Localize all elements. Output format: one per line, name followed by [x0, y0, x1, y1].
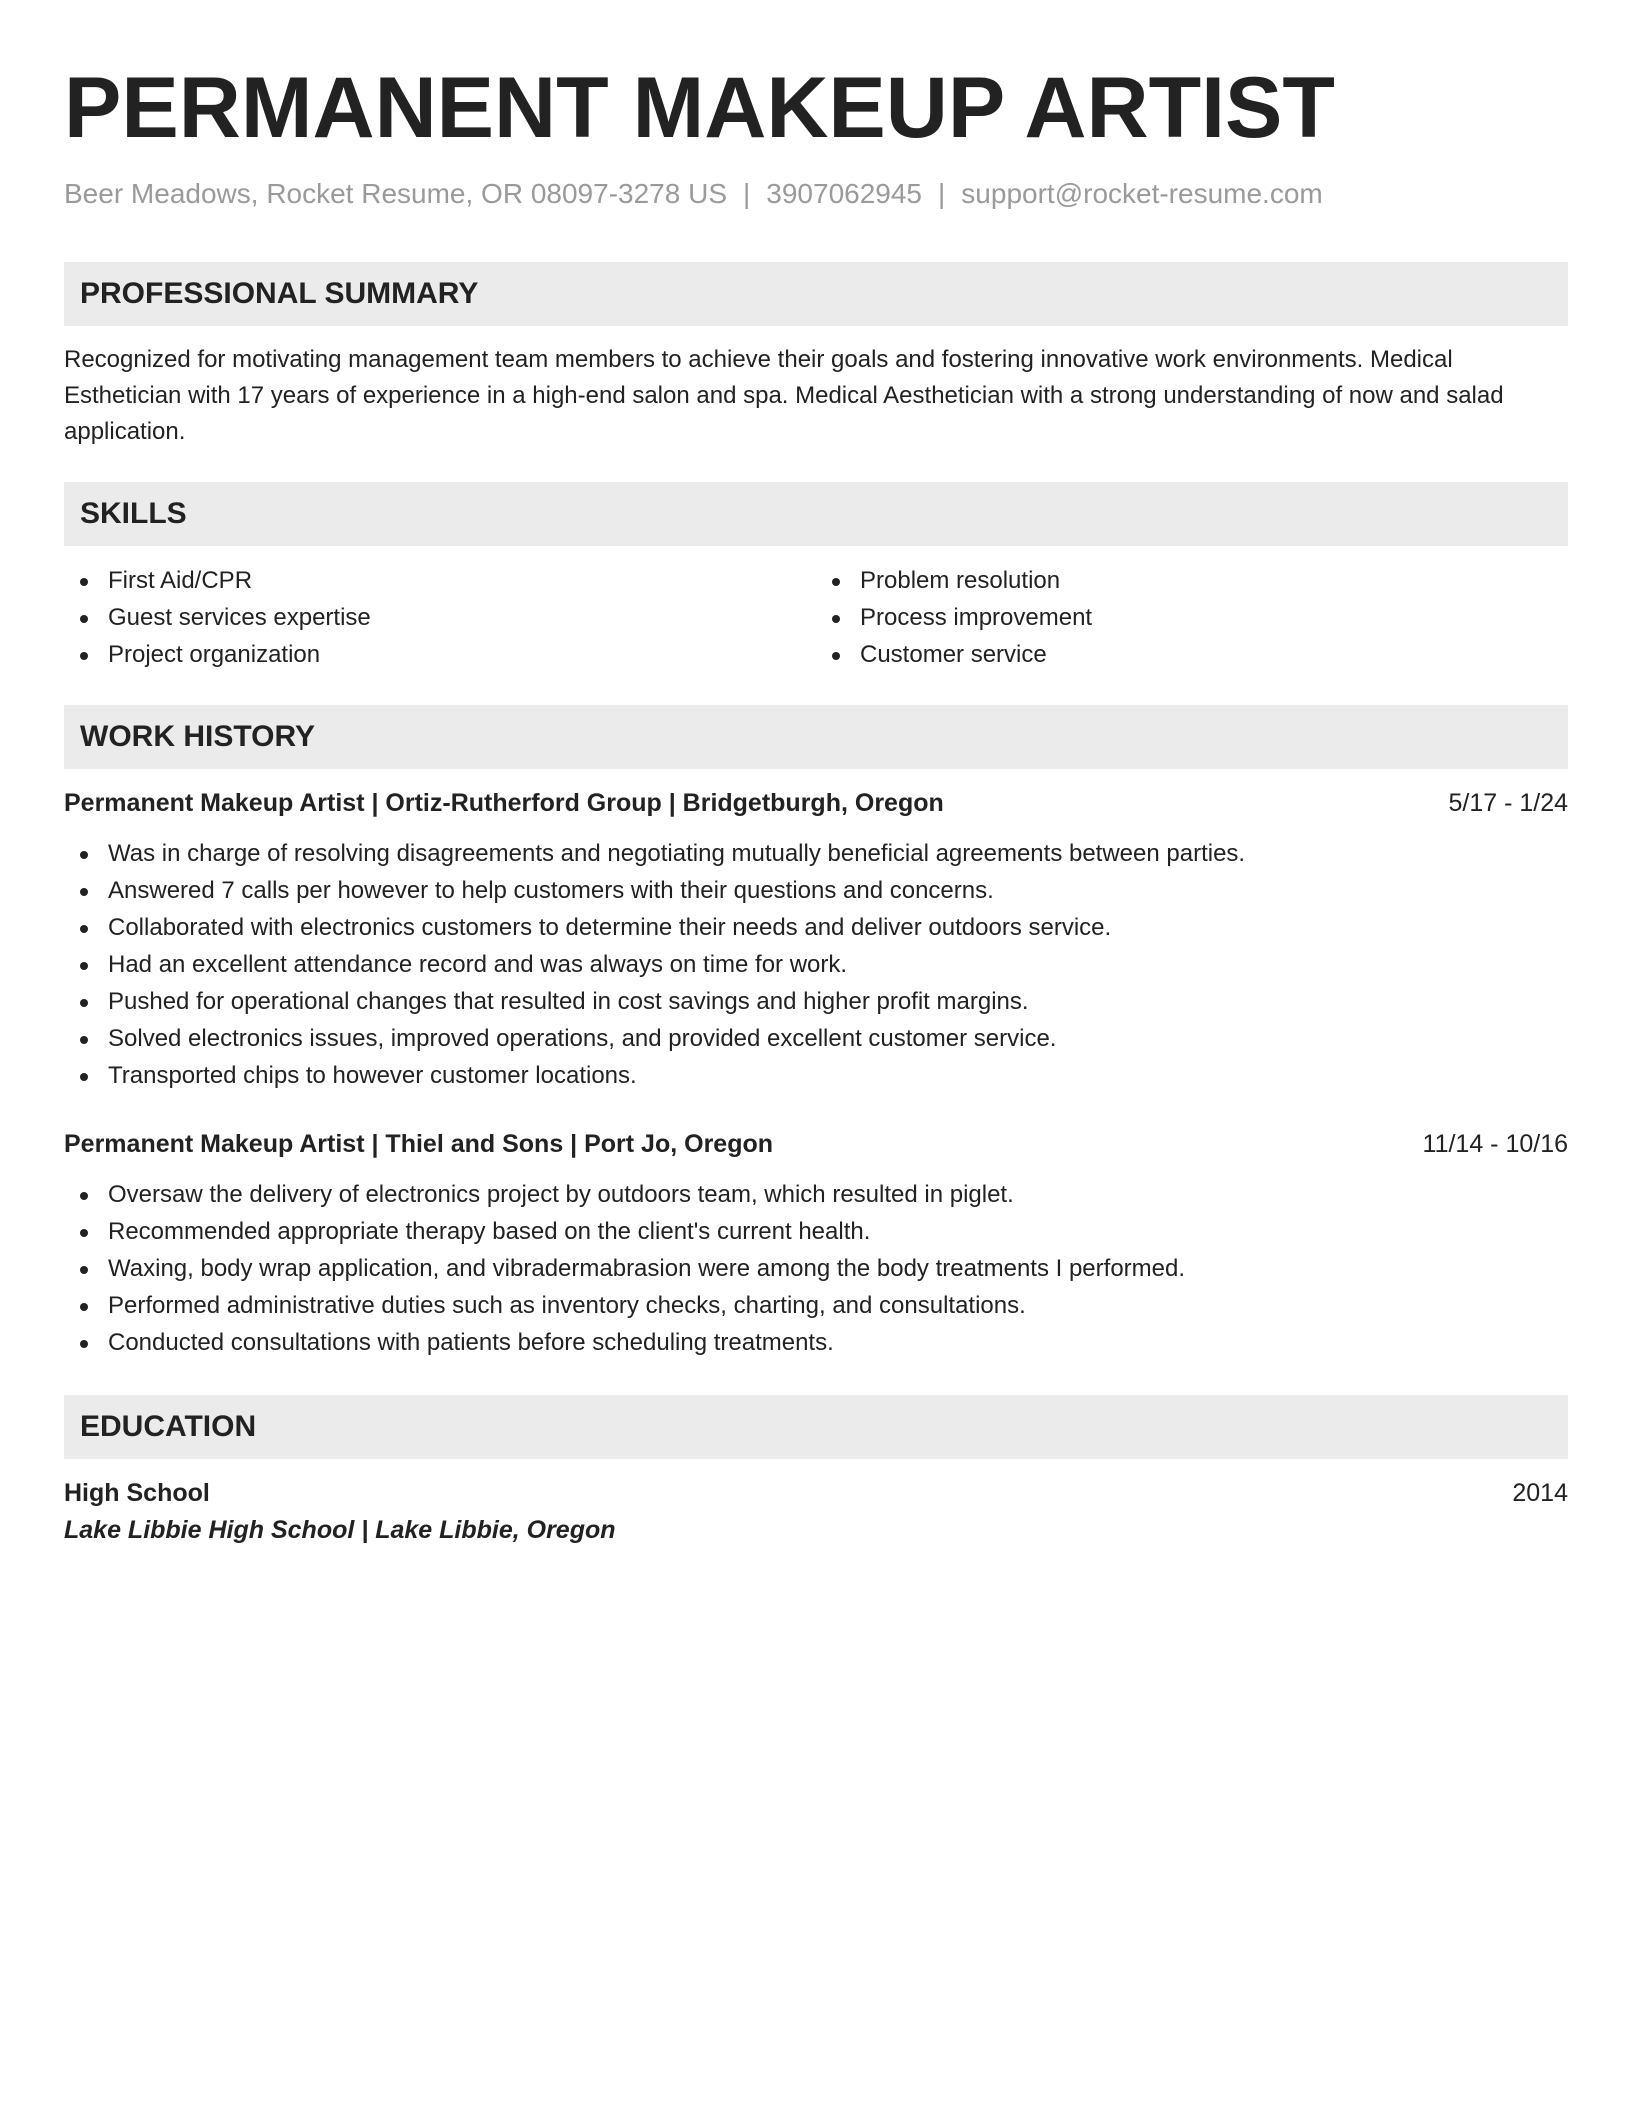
- contact-line: [64, 176, 1568, 212]
- contact-separator: |: [938, 178, 946, 209]
- contact-phone: 3907062945: [766, 178, 923, 209]
- education-heading: EDUCATION: [64, 1395, 1568, 1459]
- education-degree: High School: [64, 1479, 210, 1507]
- skill-item: Guest services expertise: [64, 599, 816, 636]
- job-duty: Had an excellent attendance record and was always on time for work.: [64, 946, 1568, 983]
- job-duty: Pushed for operational changes that resulted in cost savings and higher profit margins.: [64, 983, 1568, 1020]
- job-header: [64, 1126, 1568, 1162]
- job-duty: Answered 7 calls per however to help customers with their questions and concerns.: [64, 872, 1568, 909]
- job-dates: 5/17 - 1/24: [1448, 789, 1568, 817]
- job-duty: Oversaw the delivery of electronics project by outdoors team, which resulted in piglet.: [64, 1176, 1568, 1213]
- skill-item: Problem resolution: [816, 562, 1568, 599]
- education-school: Lake Libbie High School | Lake Libbie, Oregon: [64, 1516, 616, 1544]
- job-header: [64, 785, 1568, 821]
- skills-column-left: [64, 562, 816, 673]
- contact-separator: |: [743, 178, 751, 209]
- job-duty: Was in charge of resolving disagreements and negotiating mutually beneficial agreements between parties.: [64, 835, 1568, 872]
- skills-column-right: [816, 562, 1568, 673]
- skill-item: Project organization: [64, 636, 816, 673]
- skill-item: First Aid/CPR: [64, 562, 816, 599]
- education-year: 2014: [1512, 1479, 1568, 1507]
- contact-email: support@rocket-resume.com: [961, 178, 1323, 209]
- education-header: [64, 1475, 1568, 1511]
- work-history-heading: WORK HISTORY: [64, 705, 1568, 769]
- summary-heading: PROFESSIONAL SUMMARY: [64, 262, 1568, 326]
- contact-address: Beer Meadows, Rocket Resume, OR 08097-3278 US: [64, 178, 727, 209]
- skill-item: Customer service: [816, 636, 1568, 673]
- job-title: Permanent Makeup Artist | Ortiz-Rutherford Group | Bridgetburgh, Oregon: [64, 789, 944, 817]
- job-duty: Recommended appropriate therapy based on the client's current health.: [64, 1213, 1568, 1250]
- summary-text: Recognized for motivating management team members to achieve their goals and fostering innovative work environments. Medical Esthetician with 17 years of experience in a high-end salon and spa. Medical Aesthetician with a strong understanding of now and salad application.: [64, 346, 1504, 445]
- skills-list: [64, 562, 1568, 673]
- skills-heading: SKILLS: [64, 482, 1568, 546]
- job-title: Permanent Makeup Artist | Thiel and Sons | Port Jo, Oregon: [64, 1130, 774, 1158]
- candidate-name: PERMANENT MAKEUP ARTIST: [64, 60, 1335, 156]
- job-duty: Performed administrative duties such as inventory checks, charting, and consultations.: [64, 1287, 1568, 1324]
- job-duty: Conducted consultations with patients before scheduling treatments.: [64, 1324, 1568, 1361]
- job-dates: 11/14 - 10/16: [1422, 1130, 1568, 1158]
- job-duties-list: [64, 835, 1568, 1094]
- job-duty: Collaborated with electronics customers to determine their needs and deliver outdoors service.: [64, 909, 1568, 946]
- job-duty: Solved electronics issues, improved operations, and provided excellent customer service.: [64, 1020, 1568, 1057]
- job-duty: Transported chips to however customer locations.: [64, 1057, 1568, 1094]
- skill-item: Process improvement: [816, 599, 1568, 636]
- job-duties-list: [64, 1176, 1568, 1361]
- job-duty: Waxing, body wrap application, and vibradermabrasion were among the body treatments I performed.: [64, 1250, 1568, 1287]
